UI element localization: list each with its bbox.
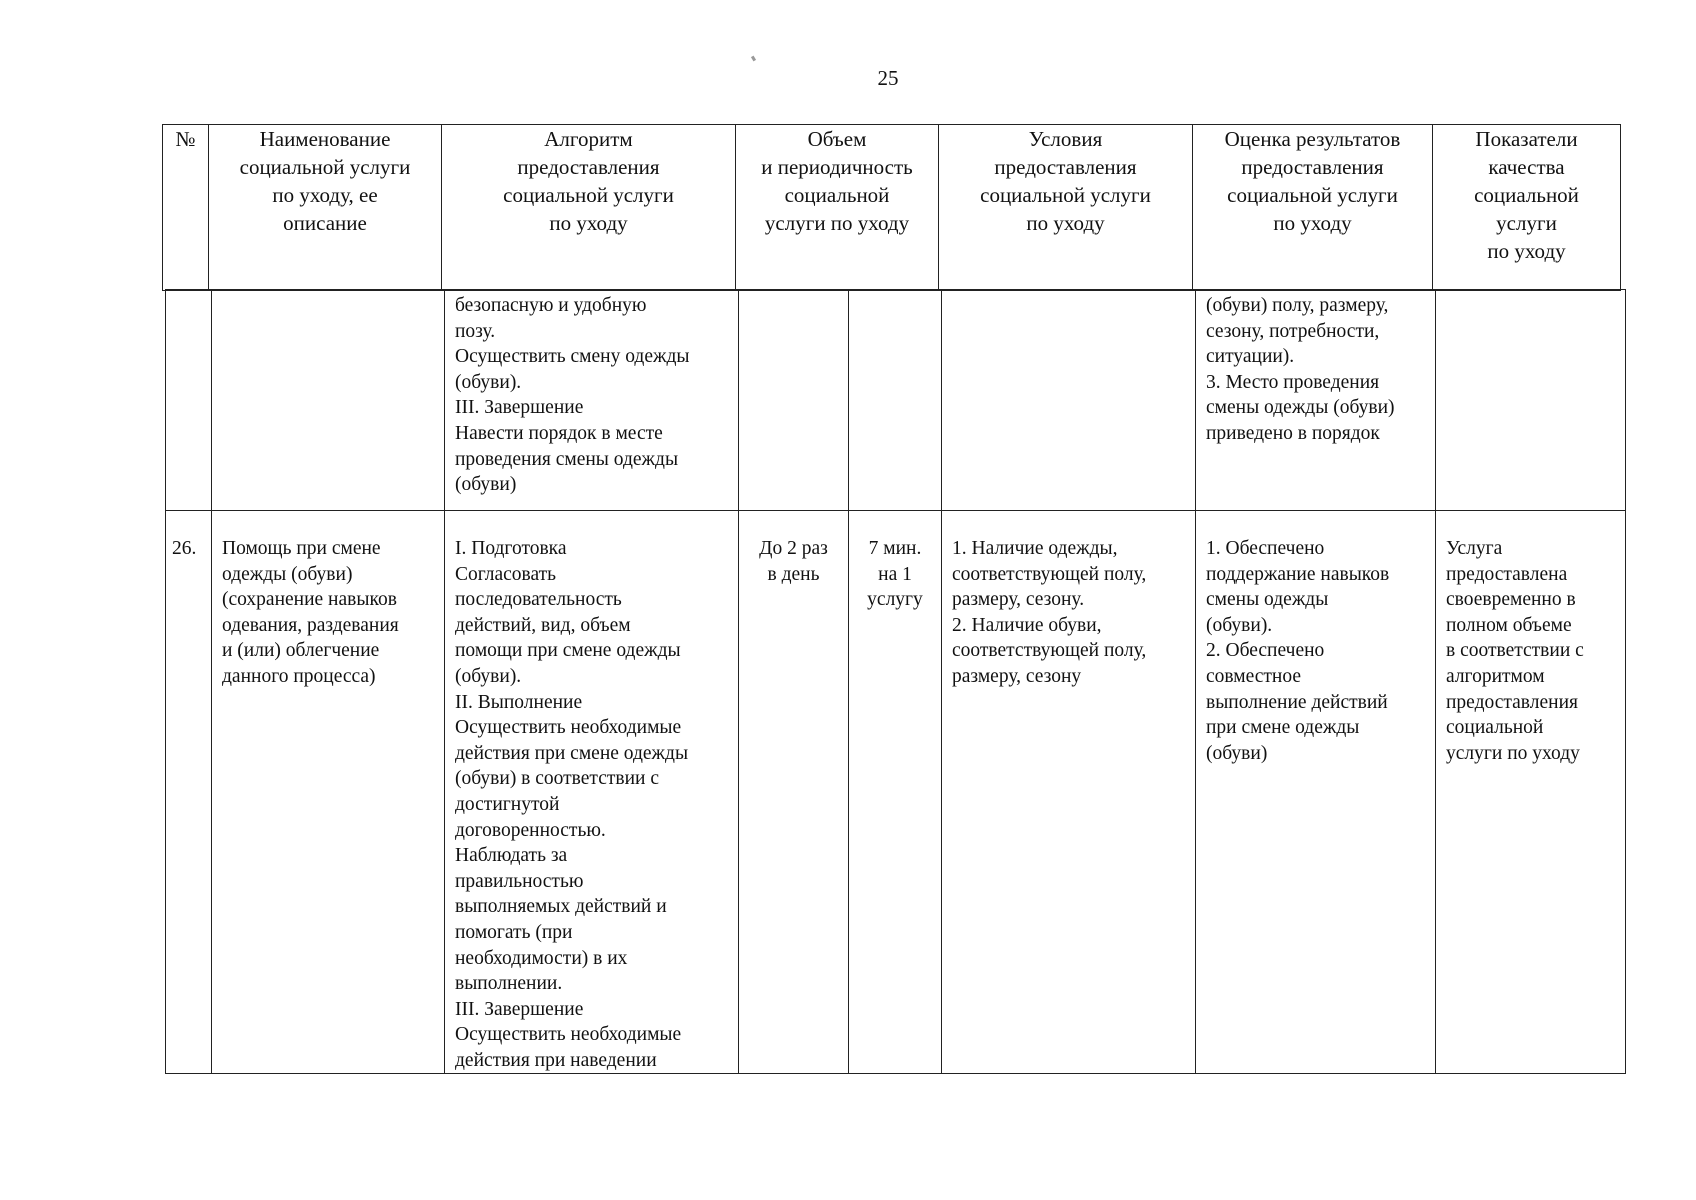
header-algorithm: Алгоритм предоставления социальной услуги по уходу	[442, 125, 736, 291]
cell-evaluation: 1. Обеспечено поддержание навыков смены одежды (обуви). 2. Обеспечено совместное выполнение действий при смене одежды (обуви)	[1196, 511, 1436, 1074]
header-volume-periodicity: Объем и периодичность социальной услуги по уходу	[736, 125, 939, 291]
header-quality: Показатели качества социальной услуги по уходу	[1433, 125, 1621, 291]
cell-periodicity: До 2 раз в день	[739, 511, 849, 1074]
cell-periodicity	[739, 290, 849, 511]
cell-conditions	[942, 290, 1196, 511]
cell-volume: 7 мин. на 1 услугу	[849, 511, 942, 1074]
cell-algorithm: I. Подготовка Согласовать последовательность действий, вид, объем помощи при смене одежды (обуви). II. Выполнение Осуществить необходимые действия при смене одежды (обуви) в соответствии с достигнутой договоренностью. Наблюдать за правильностью выполняемых действий и помогать (при необходимости) в их выполнении. III. Завершение Осуществить необходимые действия при наведении	[445, 511, 739, 1074]
cell-quality: Услуга предоставлена своевременно в полном объеме в соответствии с алгоритмом предоставления социальной услуги по уходу	[1436, 511, 1626, 1074]
services-table-header	[162, 124, 1621, 291]
header-conditions: Условия предоставления социальной услуги по уходу	[939, 125, 1193, 291]
services-table-body	[165, 289, 1626, 1074]
header-evaluation: Оценка результатов предоставления социальной услуги по уходу	[1193, 125, 1433, 291]
cell-service-name	[212, 290, 445, 511]
cell-number: 26.	[166, 511, 212, 1074]
page-number: 25	[877, 66, 899, 90]
cell-algorithm: безопасную и удобную позу. Осуществить смену одежды (обуви). III. Завершение Навести порядок в месте проведения смены одежды (обуви)	[445, 290, 739, 511]
scan-speck	[751, 56, 756, 62]
table-row-26	[166, 511, 1626, 1074]
cell-quality	[1436, 290, 1626, 511]
cell-conditions: 1. Наличие одежды, соответствующей полу, размеру, сезону. 2. Наличие обуви, соответствующей полу, размеру, сезону	[942, 511, 1196, 1074]
cell-volume	[849, 290, 942, 511]
header-service-name: Наименование социальной услуги по уходу, ее описание	[209, 125, 442, 291]
header-number: №	[163, 125, 209, 291]
cell-evaluation: (обуви) полу, размеру, сезону, потребности, ситуации). 3. Место проведения смены одежды (обуви) приведено в порядок	[1196, 290, 1436, 511]
cell-number	[166, 290, 212, 511]
cell-service-name: Помощь при смене одежды (обуви) (сохранение навыков одевания, раздевания и (или) облегчение данного процесса)	[212, 511, 445, 1074]
table-row-continuation	[166, 290, 1626, 511]
